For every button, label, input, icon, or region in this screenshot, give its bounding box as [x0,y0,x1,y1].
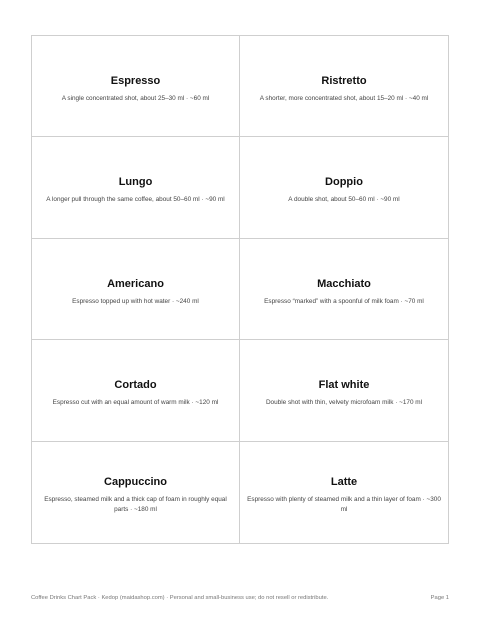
card-description: A shorter, more concentrated shot, about 15–20 ml · ~40 ml [259,94,429,102]
card-title: Cappuccino [104,476,167,489]
drink-card-latte [240,442,448,543]
card-description: Double shot with thin, velvety microfoam milk · ~170 ml [265,399,423,407]
card-title: Doppio [325,176,363,189]
footer-credit: Coffee Drinks Chart Pack · Kedop (maidashop.com) · Personal and small-business use; do not resell or redistribute. [31,595,329,601]
card-title: Lungo [118,176,153,189]
drink-card-cortado [32,340,240,441]
card-title: Latte [330,476,358,489]
card-title: Macchiato [317,277,371,290]
card-description: A single concentrated shot, about 25–30 ml · ~60 ml [61,94,210,102]
card-title: Cortado [114,379,157,392]
card-description: A longer pull through the same coffee, about 50–60 ml · ~90 ml [46,196,225,204]
drink-card-grid [31,35,449,544]
drink-card-americano [32,239,240,340]
card-description: Espresso topped up with hot water · ~240 ml [72,297,199,305]
card-description: Espresso cut with an equal amount of warm milk · ~120 ml [52,399,219,407]
drink-card-doppio [240,137,448,238]
drink-card-cappuccino [32,442,240,543]
card-description: Espresso, steamed milk and a thick cap of foam in roughly equal parts · ~180 ml [44,496,227,513]
card-title: Ristretto [321,74,367,87]
drink-card-macchiato [240,239,448,340]
card-description: A double shot, about 50–60 ml · ~90 ml [288,196,400,204]
page-number: Page 1 [430,595,449,601]
card-title: Flat white [318,379,370,392]
card-description: Espresso “marked” with a spoonful of milk foam · ~70 ml [264,297,424,305]
card-title: Americano [107,277,164,290]
card-description: Espresso with plenty of steamed milk and a thin layer of foam · ~300 ml [247,496,441,513]
page-footer [31,595,449,601]
card-title: Espresso [110,74,161,87]
drink-card-ristretto [240,36,448,137]
drink-card-lungo [32,137,240,238]
drink-card-espresso [32,36,240,137]
drink-card-flat-white [240,340,448,441]
